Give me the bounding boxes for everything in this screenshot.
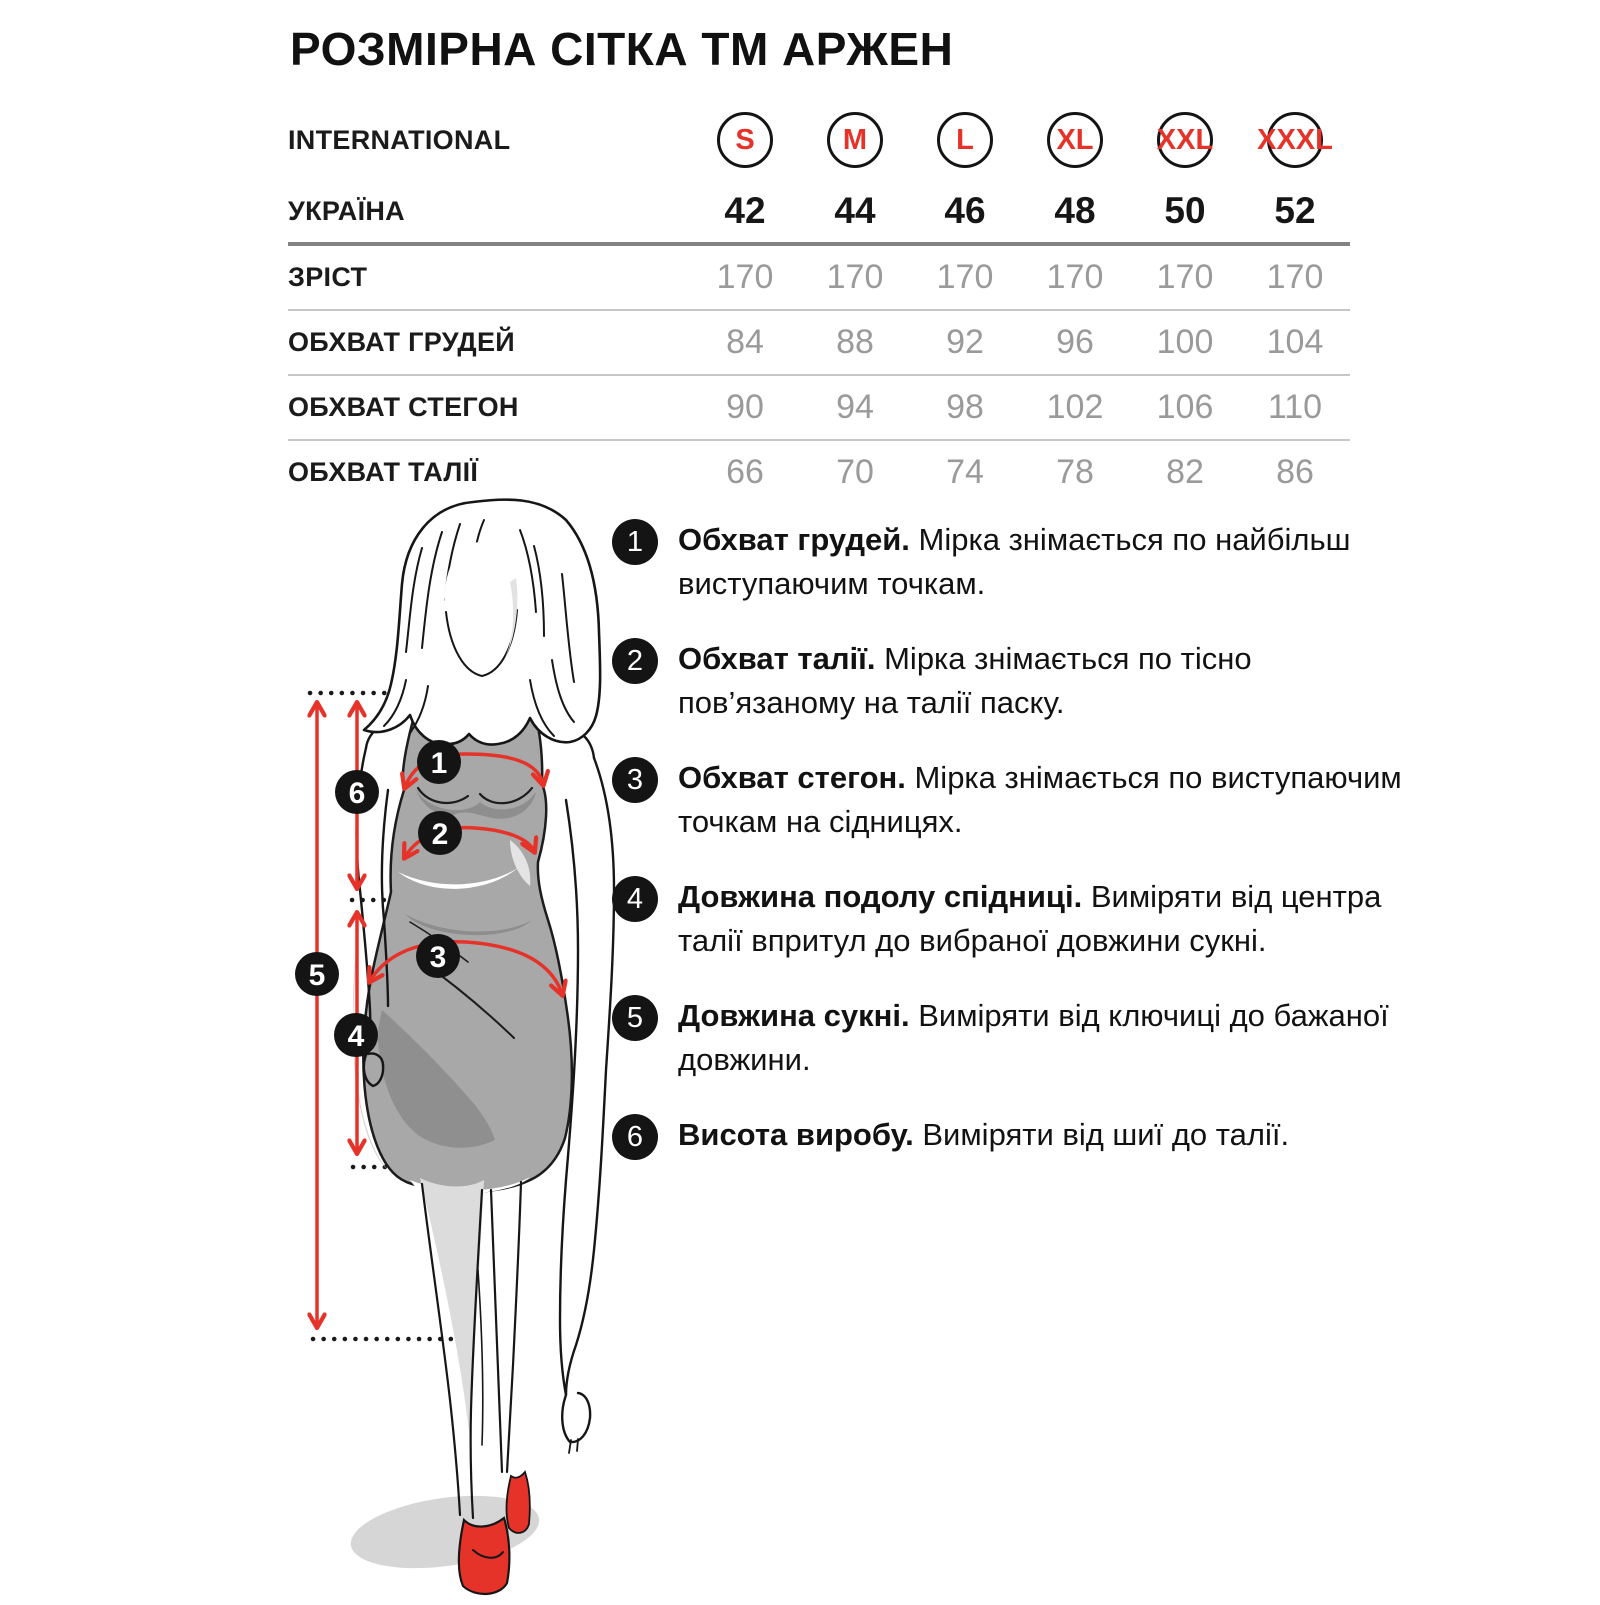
table-row-ukraine: [288, 180, 1350, 242]
measurement-figure: [270, 490, 630, 1600]
table-row-height: ЗРІСТ 170 170 170 170 170 170: [288, 246, 1350, 311]
legend-number-badge: 4: [612, 876, 658, 922]
legend-item-dress-length: [612, 994, 1412, 1082]
legend-item-chest: [612, 518, 1412, 606]
ukraine-size: 46: [944, 190, 986, 231]
legend-text: Довжина подолу спідниці. Виміряти від центра талії впритул до вибраної довжини сукні.: [678, 879, 1382, 958]
legend-item-product-height: [612, 1113, 1412, 1160]
table-row-hips: ОБХВАТ СТЕГОН 90 94 98 102 106 110: [288, 376, 1350, 441]
measurement-legend: [612, 518, 1412, 1191]
legend-number-badge: 1: [612, 519, 658, 565]
ukraine-size: 50: [1164, 190, 1206, 231]
size-badge-l: L: [937, 112, 993, 168]
figure-marker-hips: [416, 934, 460, 978]
svg-text:2: 2: [431, 818, 449, 851]
legend-number-badge: 6: [612, 1114, 658, 1160]
size-badge-s: S: [717, 112, 773, 168]
legend-text: Висота виробу. Виміряти від шиї до талії.: [678, 1117, 1290, 1152]
legend-item-skirt-length: [612, 875, 1412, 963]
legend-text: Довжина сукні. Виміряти від ключиці до бажаної довжини.: [678, 998, 1389, 1077]
legend-number-badge: 3: [612, 757, 658, 803]
size-badge-xxxl: XXXL: [1267, 112, 1323, 168]
svg-text:4: 4: [347, 1020, 365, 1053]
woman-sketch-illustration: [270, 490, 630, 1600]
legend-text: Обхват грудей. Мірка знімається по найбільш виступаючим точкам.: [678, 522, 1351, 601]
table-row-chest: ОБХВАТ ГРУДЕЙ 84 88 92 96 100 104: [288, 311, 1350, 376]
legend-text: Обхват стегон. Мірка знімається по виступаючим точкам на сідницях.: [678, 760, 1402, 839]
figure-marker-bust: [417, 740, 461, 784]
hair: [364, 500, 600, 745]
red-shoes: [459, 1472, 530, 1594]
size-badge-xl: XL: [1047, 112, 1103, 168]
figure-marker-skirt-length: [334, 1013, 378, 1057]
size-badge-m: M: [827, 112, 883, 168]
ukraine-size: 52: [1274, 190, 1316, 231]
size-table: [288, 100, 1350, 504]
size-badge-xxl: XXL: [1157, 112, 1213, 168]
back-shoe: [507, 1472, 530, 1533]
figure-marker-bodice-height: [335, 770, 379, 814]
svg-text:5: 5: [308, 959, 326, 992]
table-row-waist: ОБХВАТ ТАЛІЇ 66 70 74 78 82 86: [288, 453, 1314, 491]
legend-number-badge: 2: [612, 638, 658, 684]
ukraine-size: 48: [1054, 190, 1096, 231]
figure-marker-waist: [418, 811, 462, 855]
legend-item-waist: [612, 637, 1412, 725]
svg-text:1: 1: [430, 747, 448, 780]
row-label-international: INTERNATIONAL: [288, 124, 511, 155]
figure-marker-dress-length: [295, 952, 339, 996]
page-title: РОЗМІРНА СІТКА ТМ АРЖЕН: [290, 23, 954, 75]
table-body: [288, 242, 1350, 504]
row-label-ukraine: УКРАЇНА: [288, 195, 405, 226]
ukraine-size: 44: [834, 190, 876, 231]
legend-item-hips: [612, 756, 1412, 844]
legend-text: Обхват талії. Мірка знімається по тісно пов’язаному на талії паску.: [678, 641, 1252, 720]
svg-text:3: 3: [429, 941, 447, 974]
svg-text:6: 6: [348, 777, 366, 810]
table-row-international: [288, 100, 1350, 180]
legend-number-badge: 5: [612, 995, 658, 1041]
ukraine-size: 42: [724, 190, 766, 231]
